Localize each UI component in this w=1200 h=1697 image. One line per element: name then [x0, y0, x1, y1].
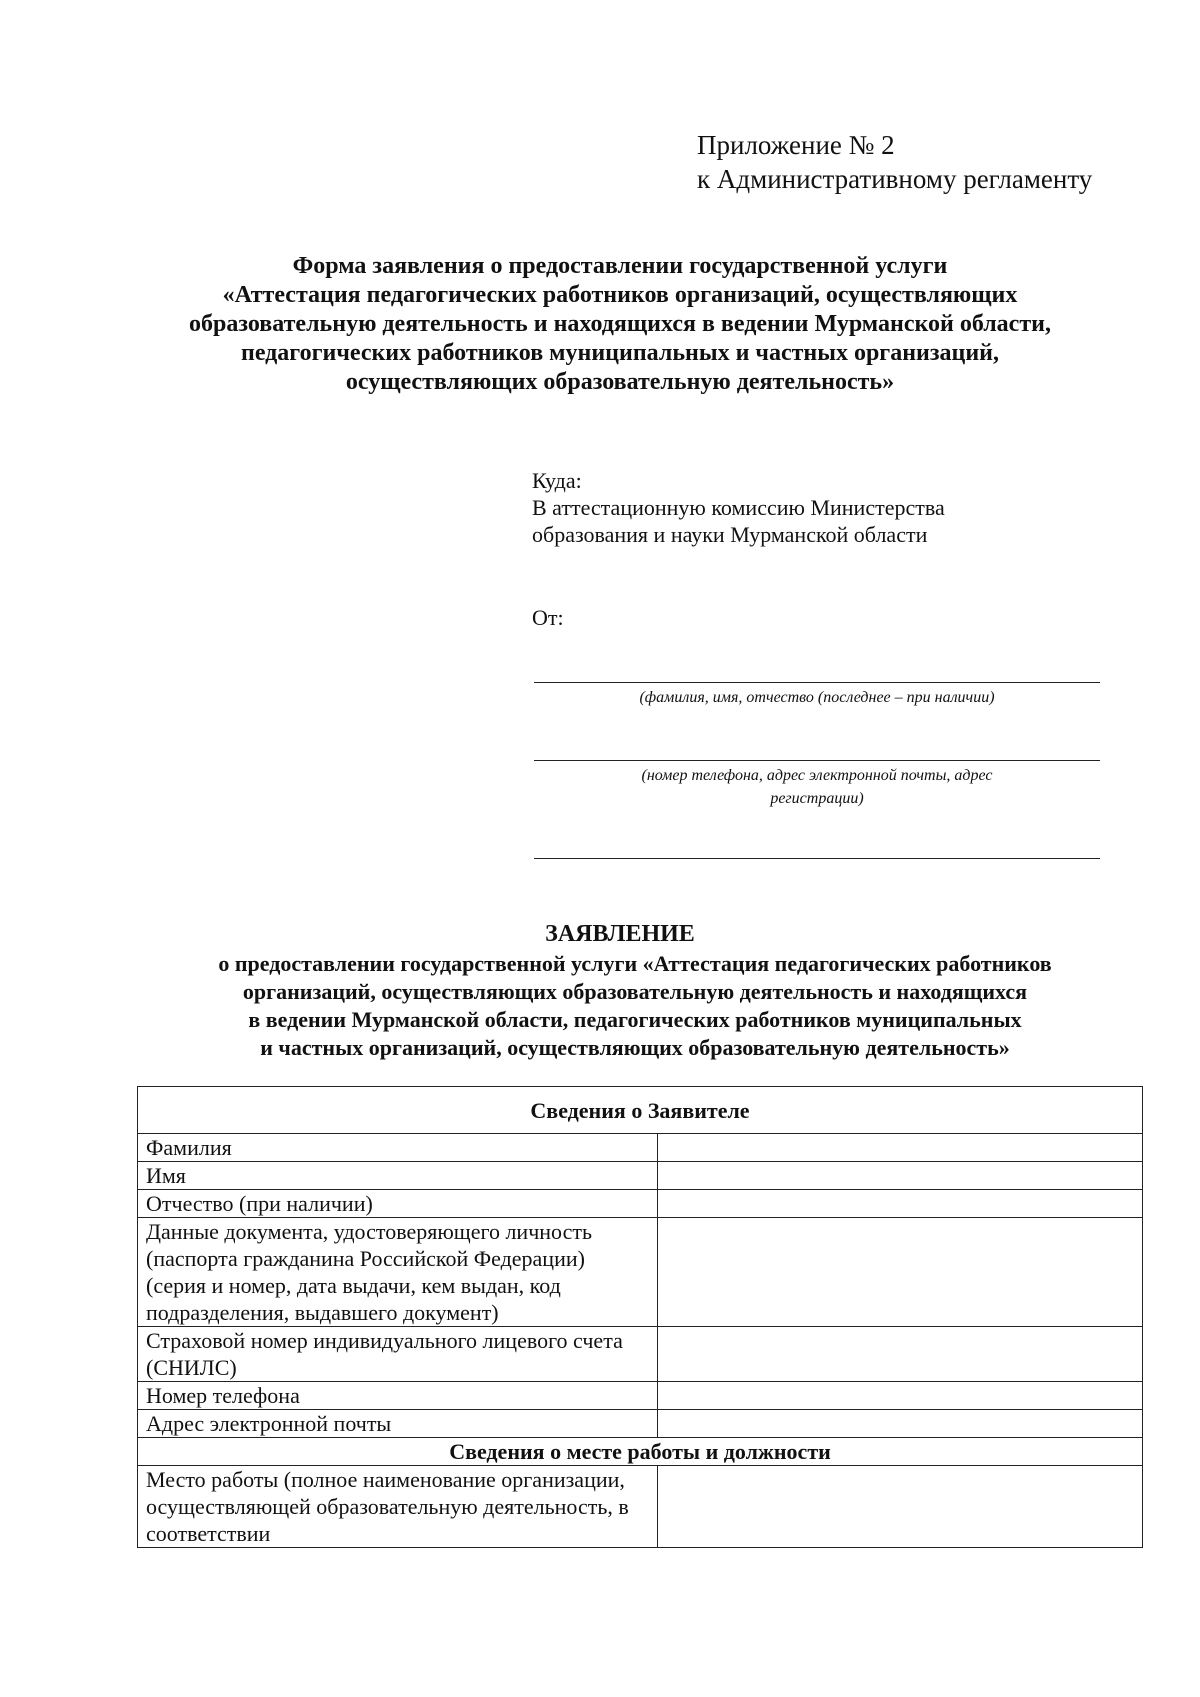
table-row — [138, 1410, 1143, 1438]
addressee-line: образования и науки Мурманской области — [532, 522, 928, 547]
form-title-line: осуществляющих образовательную деятельность» — [345, 369, 895, 395]
field-value-identity-document[interactable] — [658, 1218, 1143, 1327]
table-row — [138, 1190, 1143, 1218]
sender-contacts-hint-line: регистрации) — [770, 790, 864, 807]
table-row — [138, 1466, 1143, 1548]
sender-contacts-hint-line: (номер телефона, адрес электронной почты, адрес — [641, 767, 993, 784]
statement-subtitle — [130, 950, 1140, 1062]
field-label-snils: Страховой номер индивидуального лицевого счета (СНИЛС) — [138, 1327, 658, 1382]
table-row — [138, 1162, 1143, 1190]
table-row — [138, 1218, 1143, 1327]
sender-name-field[interactable] — [534, 682, 1100, 683]
field-value-patronymic[interactable] — [658, 1190, 1143, 1218]
table-row — [138, 1327, 1143, 1382]
form-title-line: педагогических работников муниципальных и частных организаций, — [241, 340, 999, 366]
form-title — [130, 252, 1110, 397]
sender-name-hint: (фамилия, имя, отчество (последнее – при наличии) — [639, 689, 995, 706]
field-label-identity-document: Данные документа, удостоверяющего личность (паспорта гражданина Российской Федерации) (серия и номер, дата выдачи, кем выдан, код подразделения, выдавшего документ) — [138, 1218, 658, 1327]
section-work-heading: Сведения о месте работы и должности — [138, 1438, 1143, 1466]
field-label-surname: Фамилия — [138, 1134, 658, 1162]
appendix-header — [697, 128, 1092, 196]
field-value-phone[interactable] — [658, 1382, 1143, 1410]
field-label-workplace: Место работы (полное наименование организации, осуществляющей образовательную деятельность, в соответствии — [138, 1466, 658, 1548]
section-applicant-heading: Сведения о Заявителе — [138, 1087, 1143, 1134]
field-value-surname[interactable] — [658, 1134, 1143, 1162]
field-label-name: Имя — [138, 1162, 658, 1190]
statement-heading: ЗАЯВЛЕНИЕ — [545, 921, 695, 947]
appendix-reference: к Административному регламенту — [697, 164, 1093, 194]
table-row — [138, 1134, 1143, 1162]
field-value-email[interactable] — [658, 1410, 1143, 1438]
field-label-email: Адрес электронной почты — [138, 1410, 658, 1438]
field-label-patronymic: Отчество (при наличии) — [138, 1190, 658, 1218]
form-title-line: Форма заявления о предоставлении государственной услуги — [292, 253, 948, 279]
sender-contacts-field[interactable] — [534, 760, 1100, 761]
table-section-row — [138, 1438, 1143, 1466]
addressee-line: В аттестационную комиссию Министерства — [532, 495, 945, 520]
statement-subtitle-line: и частных организаций, осуществляющих образовательную деятельность» — [260, 1035, 1010, 1060]
sender-label: От: — [532, 605, 564, 630]
sender-contacts-hint — [534, 764, 1100, 810]
field-label-phone: Номер телефона — [138, 1382, 658, 1410]
statement-subtitle-line: в ведении Мурманской области, педагогических работников муниципальных — [248, 1007, 1022, 1032]
statement-subtitle-line: о предоставлении государственной услуги «Аттестация педагогических работников — [218, 951, 1052, 976]
table-row — [138, 1382, 1143, 1410]
field-value-workplace[interactable] — [658, 1466, 1143, 1548]
addressee-label: Куда: — [532, 468, 582, 493]
addressee-block — [532, 467, 945, 548]
appendix-number: Приложение № 2 — [697, 130, 895, 160]
form-title-line: образовательную деятельность и находящихся в ведении Мурманской области, — [189, 311, 1051, 337]
field-value-name[interactable] — [658, 1162, 1143, 1190]
form-title-line: «Аттестация педагогических работников организаций, осуществляющих — [222, 282, 1018, 308]
field-value-snils[interactable] — [658, 1327, 1143, 1382]
applicant-info-table — [137, 1086, 1143, 1548]
statement-subtitle-line: организаций, осуществляющих образовательную деятельность и находящихся — [242, 979, 1028, 1004]
sender-address-field[interactable] — [534, 858, 1100, 859]
table-section-row — [138, 1087, 1143, 1134]
